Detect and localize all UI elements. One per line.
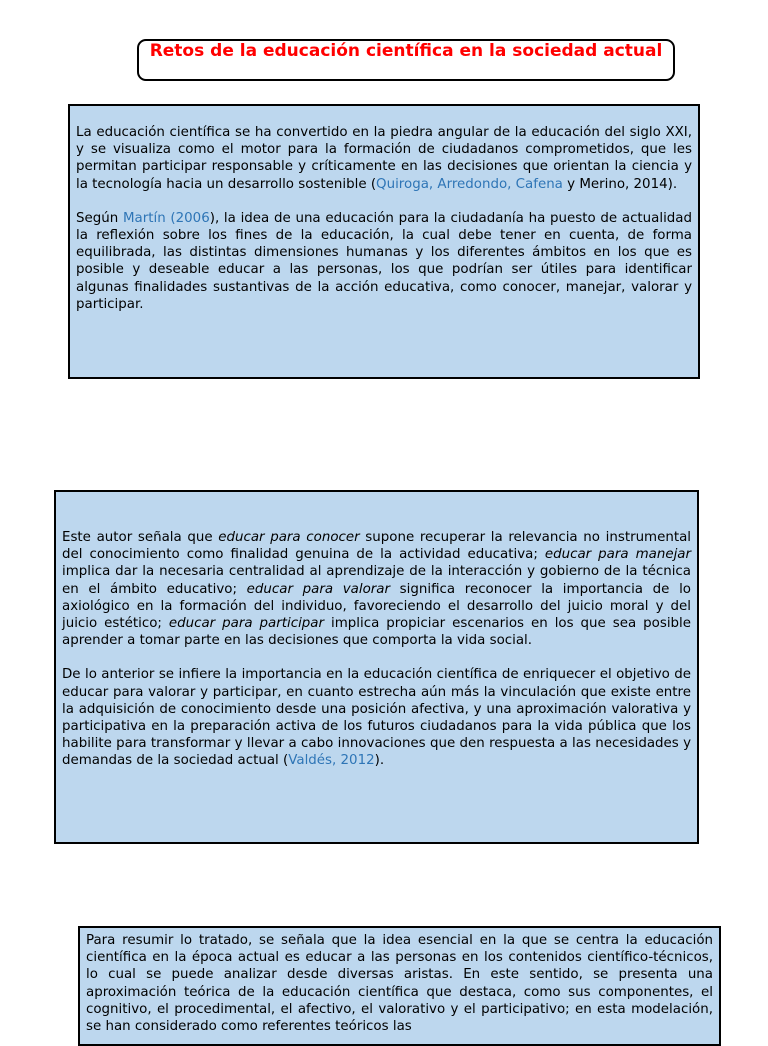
- text-box-educar: [54, 490, 699, 844]
- text-box-summary: [78, 926, 721, 1046]
- educar-text-b: supone recuperar la relevancia no instrumental del conocimiento como finalidad genuina de la actividad educativa;: [62, 530, 692, 563]
- educar-text-e: implica propiciar escenarios en los que sea posible aprender a tomar parte en las decisiones que comporta la vida social.: [62, 616, 691, 649]
- intro-paragraph-2-lead: Según: [76, 210, 123, 226]
- citation-link-valdes[interactable]: Valdés, 2012: [288, 753, 375, 769]
- citation-link-quiroga[interactable]: Quiroga, Arredondo, Cafena: [376, 176, 563, 192]
- page-title: Retos de la educación científica en la sociedad actual: [149, 41, 663, 61]
- educar-text-c: implica dar la necesaria centralidad al aprendizaje de la interacción y gobierno de la técnica en el ámbito educativo;: [62, 564, 691, 597]
- summary-paragraph: Para resumir lo tratado, se señala que la idea esencial en la que se centra la educación científica en la época actual es educar a las personas en los contenidos científico-técnicos, lo cual se puede analizar desde diversas aristas. En este sentido, se presenta una aproximación teórica de la educación científica que destaca, como sus componentes, el cognitivo, el procedimental, el afectivo, el valorativo y el participativo; en esta modelación, se han considerado como referentes teóricos las: [86, 933, 713, 1035]
- title-box: [137, 39, 675, 81]
- intro-paragraph-1: [76, 124, 692, 193]
- educar-paragraph-2-text: De lo anterior se infiere la importancia en la educación científica de enriquecer el objetivo de educar para valorar y participar, en cuanto estrecha aún más la vinculación que existe entre la adquisición de conocimiento desde una posición afectiva, y una aproximación valorativa y participativa en la preparación activa de los futuros ciudadanos para la vida pública que los habilite para transformar y llevar a cabo innovaciones que den respuesta a las necesidades y demandas de la sociedad actual (: [62, 667, 691, 769]
- educar-text-d: significa reconocer la importancia de lo axiológico en la formación del individuo, favoreciendo el desarrollo del juicio moral y del juicio estético;: [62, 581, 691, 632]
- educar-paragraph-1: [62, 529, 691, 649]
- educar-paragraph-2-tail: ).: [374, 753, 385, 769]
- text-box-intro: [68, 104, 700, 379]
- educar-text-a: Este autor señala que: [62, 530, 219, 545]
- educar-para-manejar: educar para manejar: [544, 547, 691, 563]
- citation-link-martin[interactable]: Martín (2006: [122, 210, 210, 226]
- educar-para-conocer: educar para conocer: [218, 530, 360, 545]
- intro-paragraph-1-text: La educación científica se ha convertido en la piedra angular de la educación del siglo XXI, y se visualiza como el motor para la formación de ciudadanos comprometidos, que les permitan participar responsable y críticamente en las decisiones que orientan la ciencia y la tecnología hacia un desarrollo sostenible (: [76, 125, 692, 192]
- intro-paragraph-2: [76, 210, 692, 313]
- educar-para-participar: educar para participar: [168, 616, 325, 632]
- intro-paragraph-1-tail: y Merino, 2014).: [562, 176, 678, 192]
- educar-para-valorar: educar para valorar: [246, 581, 390, 597]
- educar-paragraph-2: [62, 666, 691, 769]
- intro-paragraph-2-text: ), la idea de una educación para la ciudadanía ha puesto de actualidad la reflexión sobre los fines de la educación, la cual debe tener en cuenta, de forma equilibrada, las distintas dimensiones humanas y los diferentes ámbitos en los que es posible y deseable educar a las personas, los que podrían ser útiles para identificar algunas finalidades sustantivas de la acción educativa, como conocer, manejar, valorar y participar.: [76, 210, 693, 312]
